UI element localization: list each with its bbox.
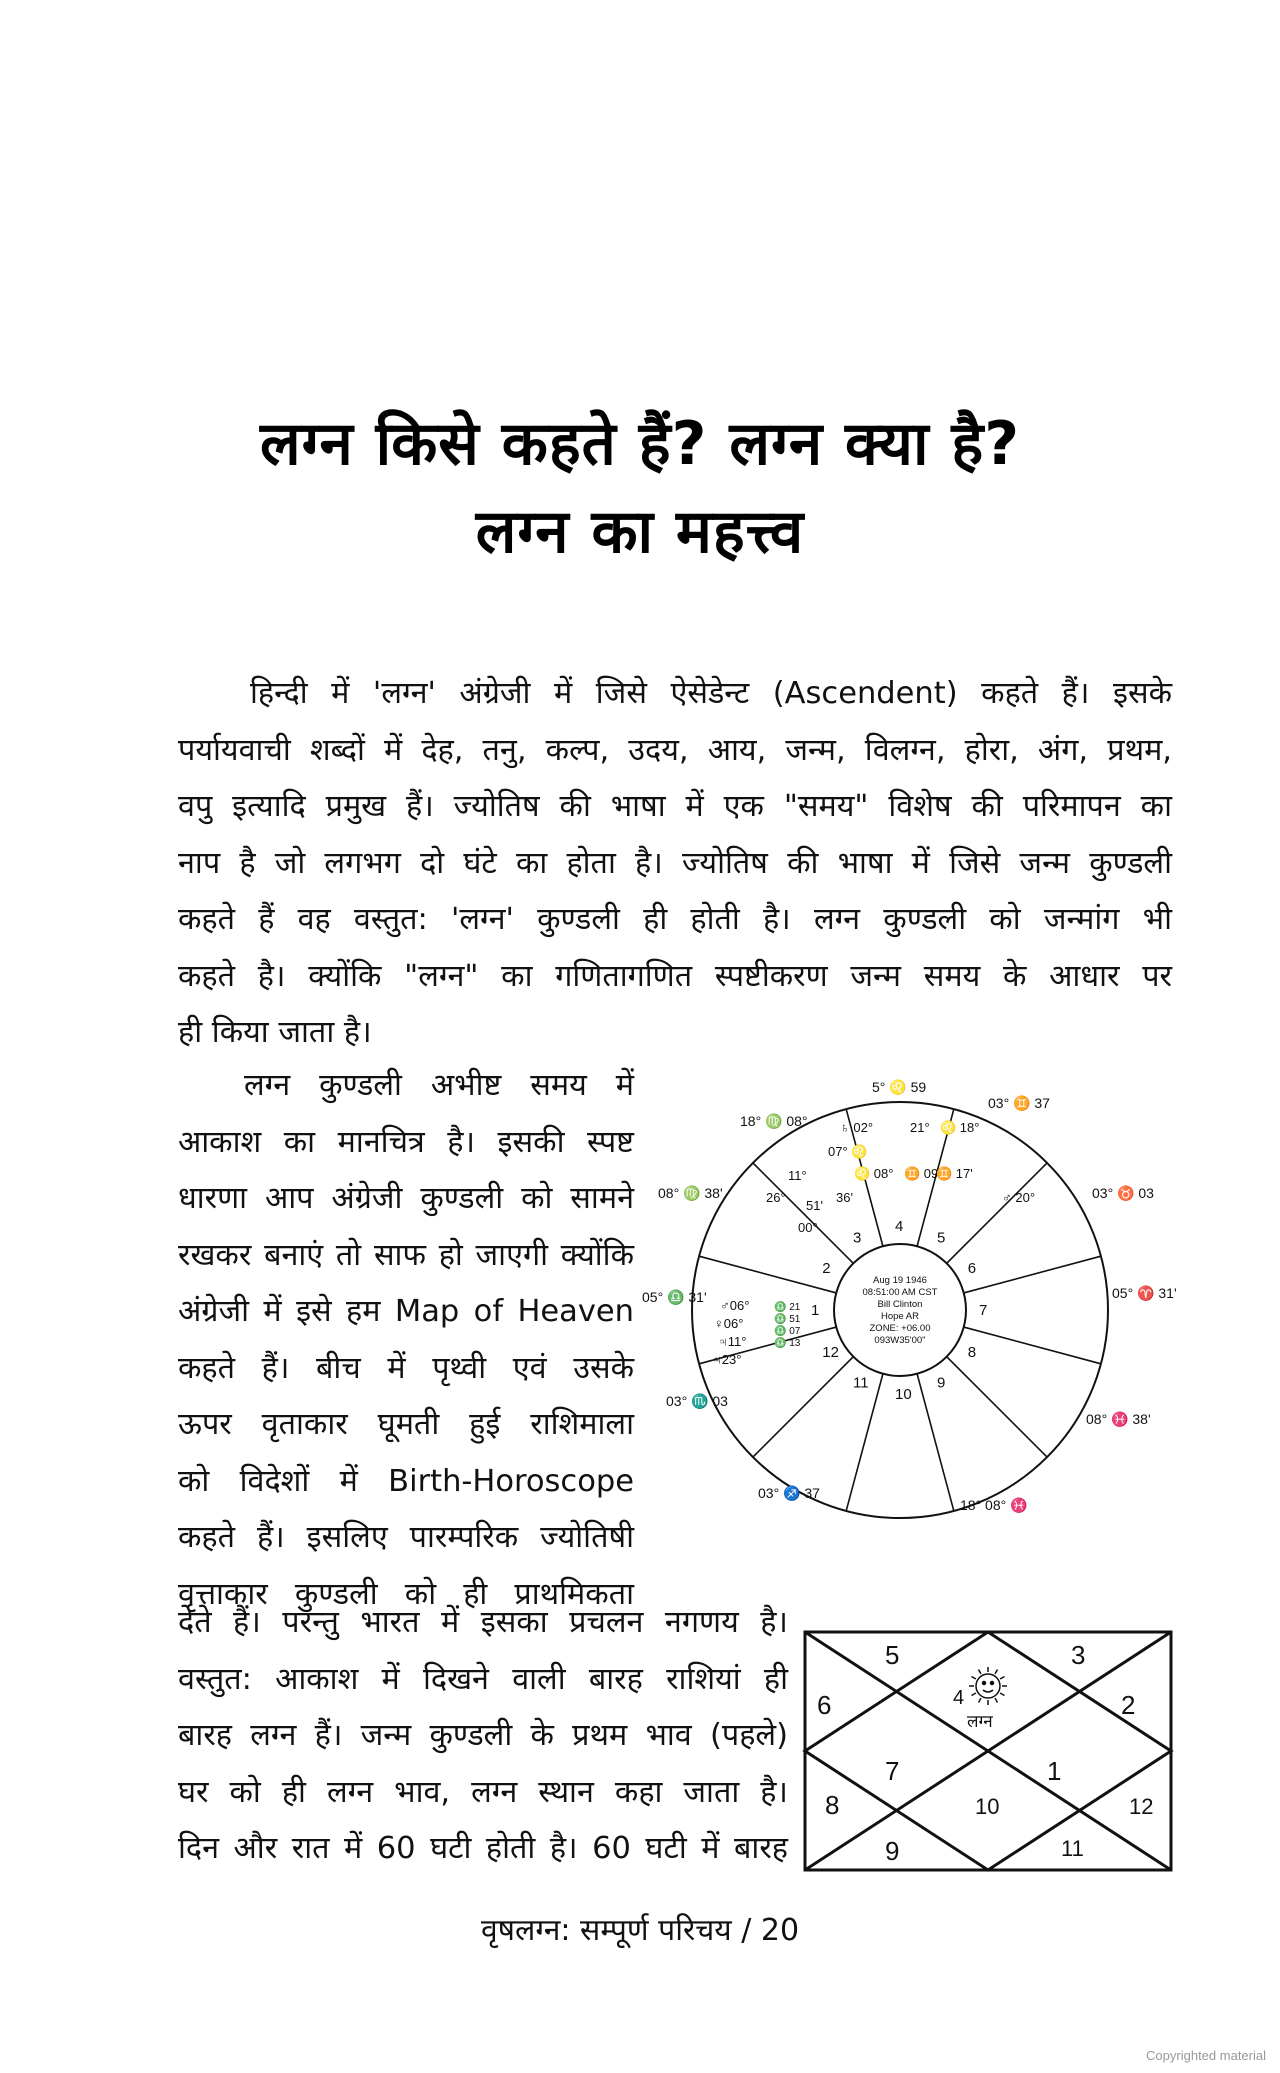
text-line: को विदेशों में Birth-Horoscope — [178, 1463, 634, 1499]
house-number: 5 — [885, 1640, 900, 1670]
chart-center-line: Aug 19 1946 — [873, 1275, 927, 1286]
sun-ray — [972, 1693, 976, 1696]
planet-label: ♎ 07 — [774, 1326, 801, 1337]
text-line: कहते है। क्योंकि "लग्न" का गणितागणित स्पष्टीकरण जन्म समय के आधार पर — [178, 958, 1172, 994]
house-number: 9 — [885, 1836, 900, 1866]
text-line: धारणा आप अंग्रेजी कुण्डली को सामने — [178, 1181, 634, 1216]
house-number: 10 — [975, 1794, 1000, 1819]
chart-center-line: Hope AR — [880, 1311, 920, 1322]
planet-label: ♃23° — [712, 1352, 742, 1367]
chart-center-line: 093W35'00" — [874, 1335, 926, 1346]
planet-label: ♀06° — [714, 1316, 744, 1331]
text-line: आकाश का मानचित्र है। इसकी स्पष्ट — [178, 1124, 634, 1160]
wheel-house-number: 10 — [895, 1386, 912, 1403]
watermark: Copyrighted material — [1146, 2048, 1266, 2063]
planet-label: ♌ 18° — [940, 1120, 980, 1135]
house-number: 6 — [817, 1690, 832, 1720]
chart-center-line: 08:51:00 AM CST — [862, 1287, 938, 1298]
planet-label: 07° ♌ — [828, 1144, 868, 1159]
planet-label: ♊ 09 — [904, 1166, 939, 1181]
text-line: कहते हैं वह वस्तुत: 'लग्न' कुण्डली ही होती है। लग्न कुण्डली को जन्मांग भी — [178, 902, 1172, 937]
sun-face-icon — [969, 1667, 1007, 1705]
house-spoke — [917, 1374, 954, 1511]
house-spoke — [699, 1256, 836, 1293]
paragraph-lagna-definition — [178, 1595, 788, 1878]
text-line: वस्तुत: आकाश में दिखने वाली बारह राशियां ही — [178, 1661, 788, 1697]
planet-label: ♎ 13 — [774, 1338, 801, 1349]
planet-label: ♌ 08° — [854, 1166, 894, 1181]
wheel-house-number: 7 — [979, 1302, 988, 1319]
text-line: देते हैं। परन्तु भारत में इसका प्रचलन नगणय है। — [178, 1605, 788, 1640]
house-number: 7 — [885, 1756, 900, 1786]
wheel-house-number: 4 — [895, 1218, 904, 1235]
sun-ray — [979, 1670, 982, 1674]
wheel-house-number: 8 — [967, 1344, 977, 1361]
cusp-label: 5° ♌ 59 — [872, 1079, 927, 1095]
planet-label: 26° — [766, 1190, 786, 1205]
text-line: रखकर बनाएं तो साफ हो जाएगी क्योंकि — [178, 1237, 634, 1273]
planet-label: ♂06° — [720, 1298, 750, 1313]
text-line: ऊपर वृताकार घूमती हुई राशिमाला — [178, 1407, 634, 1442]
text-line: वपु इत्यादि प्रमुख हैं। ज्योतिष की भाषा में एक "समय" विशेष की परिमापन का — [178, 789, 1172, 824]
house-number: 1 — [1047, 1756, 1062, 1786]
planet-label: 51' — [806, 1198, 823, 1213]
text-line: अंग्रेजी में इसे हम Map of Heaven — [178, 1294, 634, 1329]
paragraph-intro — [178, 666, 1172, 1062]
north-indian-chart — [803, 1630, 1173, 1872]
wheel-house-number: 5 — [937, 1229, 946, 1247]
wheel-house-number: 11 — [853, 1374, 869, 1392]
text-line: बारह लग्न हैं। जन्म कुण्डली के प्रथम भाव (पहले) — [178, 1718, 788, 1753]
planet-label: ♃11° — [718, 1334, 747, 1349]
cusp-label: 03° ♏ 03 — [666, 1393, 728, 1409]
planet-label: ♎ 21 — [774, 1302, 801, 1313]
cusp-label: 05° ♈ 31' — [1112, 1285, 1177, 1301]
planet-label: ♄ 02° — [840, 1120, 874, 1135]
text-line: घर को ही लग्न भाव, लग्न स्थान कहा जाता है। — [178, 1774, 788, 1810]
cusp-label: 03° ♊ 37 — [988, 1095, 1050, 1111]
page-title-line-1: लग्न किसे कहते हैं? लग्न क्या है? — [259, 409, 1021, 479]
sun-ray — [995, 1698, 998, 1702]
cusp-label: 08° ♍ 38' — [658, 1185, 723, 1201]
wheel-house-number: 12 — [822, 1344, 839, 1361]
cusp-label: 03° ♉ 03 — [1092, 1185, 1154, 1201]
text-line: लग्न कुण्डली अभीष्ट समय में — [244, 1068, 634, 1103]
wheel-house-number: 1 — [811, 1302, 820, 1319]
text-line: कहते हैं। इसलिए पारम्परिक ज्योतिषी — [178, 1520, 634, 1555]
chart-center-line: Bill Clinton — [877, 1299, 923, 1310]
page-title-line-2: लग्न का महत्त्व — [475, 497, 805, 567]
cusp-label: 03° ♐ 37 — [758, 1485, 820, 1501]
sun-ray — [1000, 1693, 1004, 1696]
planet-label: ♂ 20° — [1002, 1190, 1036, 1205]
house-number: 11 — [1061, 1836, 1084, 1861]
chart-center-line: ZONE: +06.00 — [869, 1323, 931, 1334]
cusp-label: 18° 08° ♓ — [960, 1497, 1028, 1513]
inner-circle — [834, 1244, 966, 1376]
planet-label: 11° — [788, 1168, 807, 1183]
house-number: 2 — [1121, 1690, 1136, 1720]
house-spoke — [846, 1374, 883, 1511]
page-footer: वृषलग्न: सम्पूर्ण परिचय / 20 — [480, 1913, 800, 1948]
house-spoke — [964, 1327, 1101, 1364]
planet-label: ♊ 17' — [936, 1166, 973, 1181]
planet-label: 36' — [836, 1190, 853, 1205]
cusp-label: 18° ♍ 08° — [740, 1113, 808, 1129]
text-line: पर्यायवाची शब्दों में देह, तनु, कल्प, उदय, आय, जन्म, विलग्न, होरा, अंग, प्रथम, — [178, 732, 1172, 768]
wheel-house-number: 2 — [822, 1260, 831, 1277]
house-spoke — [964, 1256, 1101, 1293]
planet-label: 21° — [910, 1120, 930, 1135]
planet-label: ♎ 51 — [774, 1314, 801, 1325]
text-line: हिन्दी में 'लग्न' अंग्रेजी में जिसे ऐसेडेन्ट (Ascendent) कहते हैं। इसके — [250, 676, 1172, 711]
house-number: 3 — [1071, 1640, 1086, 1670]
paragraph-map-of-heaven — [178, 1058, 634, 1623]
cusp-label: 05° ♎ 31' — [642, 1289, 707, 1305]
lagna-label: लग्न — [967, 1712, 993, 1731]
wheel-house-number: 3 — [853, 1229, 862, 1247]
text-line: दिन और रात में 60 घटी होती है। 60 घटी में बारह — [178, 1831, 788, 1866]
house-number: 8 — [825, 1790, 840, 1820]
text-line: वृत्ताकार कुण्डली को ही प्राथमिकता — [178, 1576, 634, 1612]
house-spoke — [947, 1357, 1047, 1457]
cusp-label: 08° ♓ 38' — [1086, 1411, 1151, 1427]
sun-ray — [1000, 1677, 1004, 1680]
house-number: 4 — [953, 1687, 965, 1709]
planet-label: 00° — [798, 1220, 818, 1235]
sun-ray — [972, 1677, 976, 1680]
sun-ray — [979, 1698, 982, 1702]
text-line: नाप है जो लगभग दो घंटे का होता है। ज्योतिष की भाषा में जिसे जन्म कुण्डली — [178, 845, 1172, 881]
western-birth-chart — [640, 1070, 1177, 1550]
wheel-house-number: 9 — [937, 1374, 946, 1392]
text-line: ही किया जाता है। — [178, 1015, 372, 1050]
wheel-house-number: 6 — [967, 1260, 977, 1277]
text-line: कहते हैं। बीच में पृथ्वी एवं उसके — [178, 1350, 634, 1386]
sun-ray — [995, 1670, 998, 1674]
house-number: 12 — [1129, 1794, 1154, 1819]
house-spoke — [753, 1357, 853, 1457]
